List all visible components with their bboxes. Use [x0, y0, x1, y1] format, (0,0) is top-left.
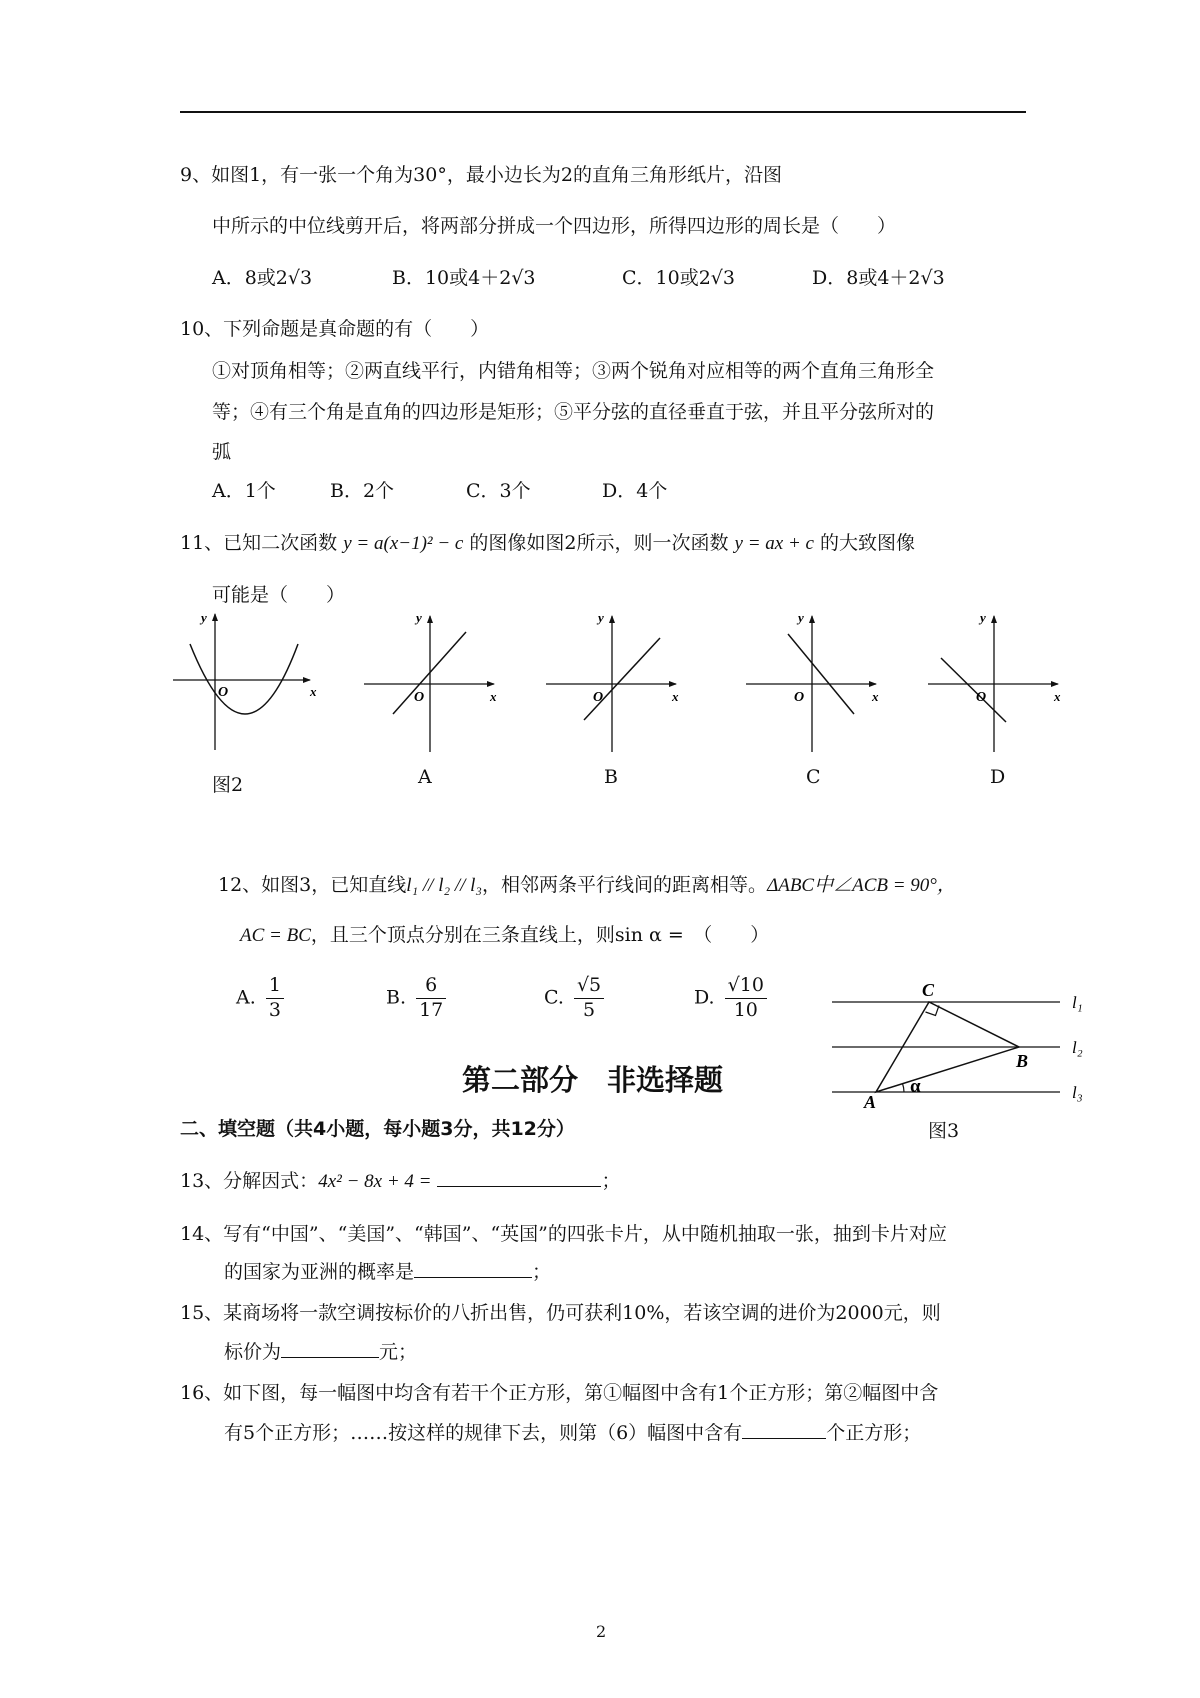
q11-line2: 可能是（ ） — [212, 584, 346, 606]
fig2-y-label: y — [201, 610, 207, 625]
q9-option-c: C．10或2√3 — [622, 267, 735, 289]
q12-option-c-den: 5 — [583, 998, 596, 1021]
graph-a-origin-label: O — [414, 690, 425, 705]
q16-line2 — [224, 1418, 921, 1445]
q9-option-b: B．10或4＋2√3 — [392, 267, 536, 289]
q11-graph-d — [928, 610, 1061, 752]
line-b — [584, 638, 660, 720]
graph-a-y-label: y — [416, 610, 422, 625]
q11-mid: 的图像如图2所示，则一次函数 — [469, 532, 729, 554]
q14-line1: 14、写有“中国”、“美国”、“韩国”、“英国”的四张卡片，从中随机抽取一张，抽到卡片对应 — [180, 1223, 947, 1245]
q12-option-a-num: 1 — [266, 974, 284, 999]
fig2-x-label: x — [310, 684, 317, 699]
q12-line2 — [240, 920, 769, 947]
q11-suffix: 的大致图像 — [820, 532, 916, 554]
q11-label-a: A — [418, 766, 432, 788]
q9-option-d: D．8或4＋2√3 — [812, 267, 945, 289]
right-angle-mark — [926, 1006, 940, 1016]
q11-line1 — [180, 528, 915, 555]
q13-formula: 4x² − 8x + 4 = — [318, 1171, 432, 1192]
q12-triangle: ΔABC中∠ACB = 90°， — [767, 875, 956, 896]
q12-option-b-letter: B. — [386, 986, 407, 1009]
q13-answer-blank[interactable] — [437, 1168, 601, 1187]
q13-line — [180, 1166, 620, 1193]
graph-b-origin-label: O — [593, 690, 604, 705]
q12-option-c-letter: C. — [544, 986, 564, 1009]
q10-option-b: B．2个 — [330, 480, 395, 502]
q12-option-d — [694, 974, 771, 1023]
vertex-a-label: A — [864, 1092, 877, 1112]
q12-option-a-den: 3 — [268, 998, 281, 1021]
q14-line2 — [224, 1257, 551, 1284]
graph-b-x-label: x — [672, 689, 679, 704]
graph-b-y-label: y — [598, 610, 604, 625]
q11-graph-b — [546, 610, 679, 752]
q12-ac-bc: AC = BC — [240, 925, 311, 946]
graph-d-origin-label: O — [976, 690, 987, 705]
q12-mid: ，相邻两条平行线间的距离相等。 — [482, 874, 768, 896]
q10-option-d: D．4个 — [602, 480, 668, 502]
q14-line2-suffix: ； — [532, 1261, 552, 1283]
q11-graph-a — [364, 610, 497, 752]
graph-d-y-label: y — [980, 610, 986, 625]
q12-option-b-den: 17 — [419, 998, 444, 1021]
angle-alpha-arc — [903, 1084, 905, 1093]
q12-option-c-num: √5 — [574, 974, 604, 999]
fig2-parabola-graph — [173, 610, 317, 750]
q12-option-a — [236, 974, 288, 1023]
line-d — [941, 658, 1006, 722]
q16-line2-prefix: 有5个正方形；……按这样的规律下去，则第（6）幅图中含有 — [224, 1422, 743, 1444]
q12-option-d-letter: D. — [694, 986, 715, 1009]
graph-c-y-label: y — [798, 610, 804, 625]
q13-suffix: ； — [601, 1170, 621, 1192]
q10-line1: ①对顶角相等；②两直线平行，内错角相等；③两个锐角对应相等的两个直角三角形全 — [212, 360, 935, 382]
q12-option-a-letter: A. — [236, 986, 256, 1009]
q11-prefix: 11、已知二次函数 — [180, 532, 338, 554]
q10-option-a: A．1个 — [212, 480, 276, 502]
q12-line2-text: ，且三个顶点分别在三条直线上，则sin α = （ ） — [310, 924, 770, 946]
q11-linear-formula: y = ax + c — [734, 533, 814, 554]
q15-line2-suffix: 元； — [379, 1341, 418, 1363]
q12-option-d-den: 10 — [733, 998, 758, 1021]
q9-line2: 中所示的中位线剪开后，将两部分拼成一个四边形，所得四边形的周长是（ ） — [212, 215, 897, 237]
alpha-label: α — [910, 1076, 921, 1097]
q16-line2-suffix: 个正方形； — [826, 1422, 922, 1444]
q15-answer-blank[interactable] — [281, 1339, 379, 1358]
q12-option-b — [386, 974, 450, 1023]
fig3-caption: 图3 — [928, 1120, 960, 1142]
q11-graph-c — [746, 610, 879, 752]
q12-option-b-num: 6 — [416, 974, 446, 999]
q14-answer-blank[interactable] — [414, 1259, 532, 1278]
q11-label-d: D — [990, 766, 1006, 788]
q14-line2-prefix: 的国家为亚洲的概率是 — [224, 1261, 415, 1283]
q12-option-c — [544, 974, 608, 1023]
q16-answer-blank[interactable] — [742, 1420, 826, 1439]
q11-figures — [168, 604, 1068, 754]
q15-line1: 15、某商场将一款空调按标价的八折出售，仍可获利10%，若该空调的进价为2000元，则 — [180, 1302, 941, 1324]
q11-label-c: C — [806, 766, 821, 788]
q11-quadratic-formula: y = a(x−1)² − c — [343, 533, 464, 554]
graph-c-x-label: x — [872, 689, 879, 704]
q9-option-a: A．8或2√3 — [212, 267, 313, 289]
fig3-diagram — [820, 982, 1120, 1112]
q9-line1: 9、如图1，有一张一个角为30°，最小边长为2的直角三角形纸片，沿图 — [180, 164, 782, 186]
graph-d-x-label: x — [1054, 689, 1061, 704]
q16-line1: 16、如下图，每一幅图中均含有若干个正方形，第①幅图中含有1个正方形；第②幅图中含 — [180, 1382, 939, 1404]
graph-a-x-label: x — [490, 689, 497, 704]
q15-line2-prefix: 标价为 — [224, 1341, 282, 1363]
vertex-c-label: C — [922, 982, 935, 1000]
q12-prefix: 12、如图3，已知直线 — [218, 874, 407, 896]
page-number: 2 — [596, 1622, 607, 1641]
header-rule — [180, 111, 1026, 113]
q10-line3: 弧 — [212, 441, 232, 463]
q10-option-c: C．3个 — [466, 480, 531, 502]
fig2-origin-label: O — [218, 685, 229, 700]
section2-heading: 二、填空题（共4小题，每小题3分，共12分） — [180, 1118, 575, 1140]
q12-parallel-lines: l₁ // l₂ // l₃ — [406, 875, 483, 896]
q10-stem: 10、下列命题是真命题的有（ ） — [180, 318, 490, 340]
graph-c-origin-label: O — [794, 690, 805, 705]
q15-line2 — [224, 1337, 417, 1364]
q10-line2: 等；④有三个角是直角的四边形是矩形；⑤平分弦的直径垂直于弦，并且平分弦所对的 — [212, 401, 935, 423]
q11-label-b: B — [604, 766, 618, 788]
q12-option-d-num: √10 — [725, 974, 767, 999]
vertex-b-label: B — [1016, 1051, 1029, 1071]
l3-label: l₃ — [1072, 1083, 1083, 1102]
q12-line1 — [218, 870, 956, 897]
l2-label: l₂ — [1072, 1038, 1083, 1057]
l1-label: l₁ — [1072, 993, 1083, 1012]
fig2-caption: 图2 — [212, 774, 244, 796]
part2-title: 第二部分 非选择题 — [462, 1063, 724, 1097]
q13-prefix: 13、分解因式： — [180, 1170, 319, 1192]
parabola-curve — [190, 644, 298, 714]
